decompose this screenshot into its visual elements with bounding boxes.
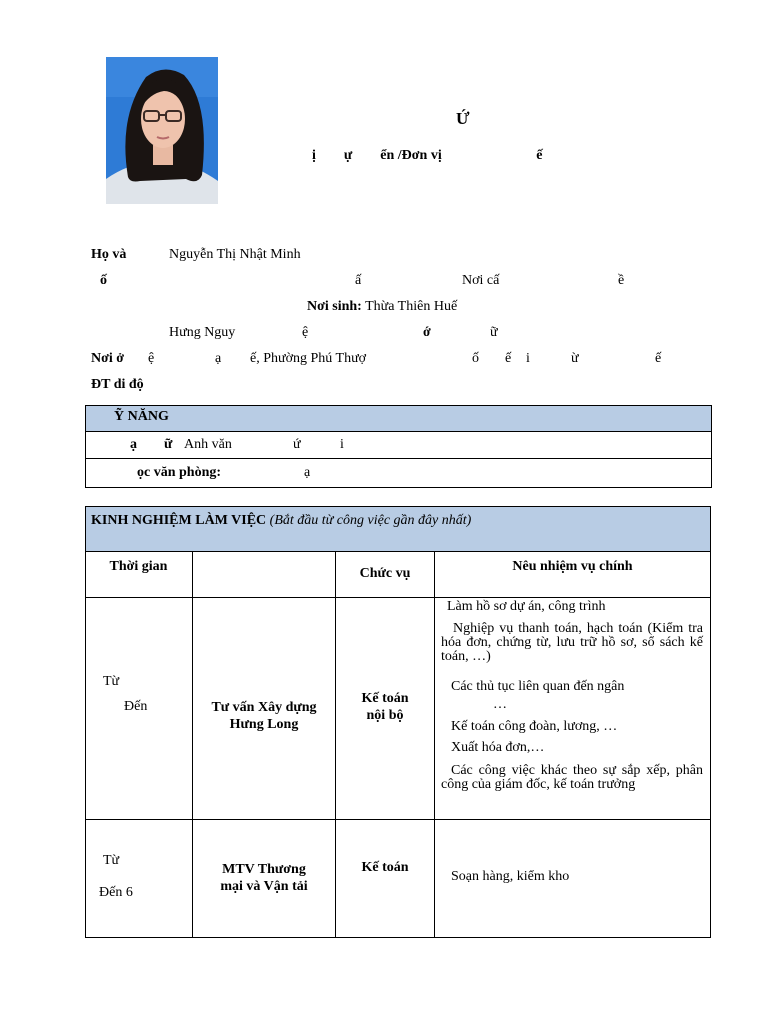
col-divider-2 xyxy=(335,552,336,937)
birthplace-line xyxy=(307,299,457,315)
col-divider-3 xyxy=(434,552,435,937)
experience-title-line xyxy=(91,513,471,529)
address-fragment-3: ố xyxy=(472,351,479,366)
dob-label: ố xyxy=(100,273,107,288)
hometown-value: Hưng Nguy xyxy=(169,325,236,340)
address-fragment-4: ế xyxy=(505,351,512,366)
profile-photo xyxy=(106,57,218,204)
gender-label: ớ xyxy=(423,325,431,340)
row-divider xyxy=(86,819,710,820)
row2-to: Đến 6 xyxy=(99,885,133,900)
address-fragment-6: ừ xyxy=(571,351,579,366)
row1-company xyxy=(193,699,335,733)
address-value: ế, Phường Phú Thượ xyxy=(250,351,367,366)
office-skill-label: ọc văn phòng: xyxy=(137,465,222,480)
row1-to: Đến xyxy=(124,699,148,714)
experience-title: KINH NGHIỆM LÀM VIỆC xyxy=(91,513,267,528)
col-header-tasks: Nêu nhiệm vụ chính xyxy=(512,559,633,574)
skills-title: Ỹ NĂNG xyxy=(114,409,169,424)
language-label: ữ xyxy=(164,437,173,452)
row2-company xyxy=(193,861,335,895)
col-header-time: Thời gian xyxy=(109,559,168,574)
header-row-bottom xyxy=(86,597,710,598)
hometown-fragment: ệ xyxy=(302,325,309,340)
row1-task-3-cont: … xyxy=(493,697,507,712)
address-label: Nơi ở xyxy=(91,351,125,366)
row1-from: Từ xyxy=(103,674,120,689)
row1-company-line1: Tư vấn Xây dựng xyxy=(211,700,317,715)
cv-subtitle: ị ự ển /Đơn vị ế xyxy=(312,148,543,163)
row1-task-1: Làm hồ sơ dự án, công trình xyxy=(447,599,606,614)
language-value: Anh văn xyxy=(184,437,232,452)
row2-position: Kế toán xyxy=(361,860,409,875)
row1-company-line2: Hưng Long xyxy=(229,717,299,732)
skills-divider xyxy=(86,458,711,459)
row1-position xyxy=(336,690,434,724)
language-prefix: ạ xyxy=(130,437,137,452)
address-fragment-2: ạ xyxy=(215,351,222,366)
row1-position-line1: Kế toán xyxy=(361,691,409,706)
row1-task-5: Xuất hóa đơn,… xyxy=(451,740,545,755)
row1-task-2: Nghiệp vụ thanh toán, hạch toán (Kiểm tra hóa đơn, chứng từ, lưu trữ hồ sơ, sổ sách kế toán, …) xyxy=(441,621,703,664)
name-value: Nguyễn Thị Nhật Minh xyxy=(169,247,301,262)
issue-place-label: Nơi cấ xyxy=(462,273,500,288)
issue-place-tail: ề xyxy=(618,273,625,288)
experience-note: (Bắt đầu từ công việc gần đây nhất) xyxy=(269,513,472,528)
row1-task-6: Các công việc khác theo sự sắp xếp, phân công của giám đốc, kế toán trưởng xyxy=(441,763,703,792)
col-header-position: Chức vụ xyxy=(359,566,411,581)
phone-label: ĐT di độ xyxy=(91,377,144,392)
row2-company-line1: MTV Thương xyxy=(222,862,306,877)
birthplace-value: Thừa Thiên Huế xyxy=(365,299,458,314)
address-fragment-1: ệ xyxy=(148,351,155,366)
id-issued-fragment: ấ xyxy=(355,273,362,288)
address-fragment-5: i xyxy=(526,351,530,366)
row1-task-3: Các thủ tục liên quan đến ngân xyxy=(451,679,625,694)
gender-value: ữ xyxy=(490,325,498,340)
skills-header xyxy=(86,406,711,432)
row2-task: Soạn hàng, kiểm kho xyxy=(451,869,570,884)
name-label: Họ và xyxy=(91,247,127,262)
row2-company-line2: mại và Vận tải xyxy=(220,879,308,894)
row2-from: Từ xyxy=(103,853,120,868)
cv-title: Ứ xyxy=(456,109,470,128)
birthplace-label: Nơi sinh: xyxy=(307,299,362,314)
row1-position-line2: nội bộ xyxy=(366,708,404,723)
language-level-2: i xyxy=(340,437,344,452)
address-fragment-7: ế xyxy=(655,351,662,366)
office-skill-value: ạ xyxy=(304,465,311,480)
language-level: ứ xyxy=(293,437,301,452)
row1-task-4: Kế toán công đoàn, lương, … xyxy=(451,719,618,734)
